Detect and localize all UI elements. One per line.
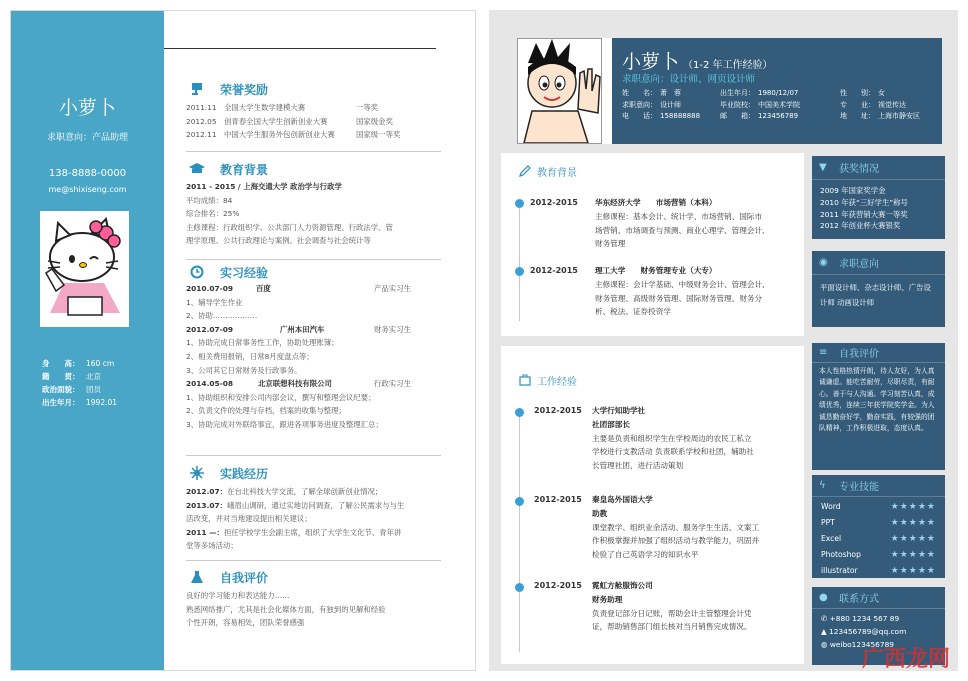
site-watermark: 广西龙网 (861, 647, 950, 672)
internship-line: 1、协助完成日常事务性工作，协助处理账簿； (186, 338, 339, 348)
internship-line: 1、协助组织和安排公司内部会议，撰写和整理会议纪要； (186, 392, 376, 402)
education-section (186, 159, 441, 248)
avatar-photo (40, 211, 129, 327)
resume-template-right (489, 10, 958, 671)
self-evaluation-text: 本人性格热情开朗，待人友好，为人真诚谦虚。能吃苦耐劳，尽职尽责，有耐心。善于与人沟通。学习刻苦认真，成绩优秀，连续三年获学院奖学金。为人诚恳勤奋好学，勤奋实践，有较强的团队精神，工作积极进取，态度认真。 (819, 367, 935, 433)
timeline-dot (515, 497, 524, 506)
self-line: 良好的学习能力和表达能力…… (186, 591, 290, 600)
education-line: 平均成绩：84 (186, 195, 233, 205)
candidate-name: 小萝卜 （1-2 年工作经验） (622, 51, 773, 73)
avatar-photo (517, 38, 602, 144)
candidate-name: 小萝卜 (58, 97, 116, 119)
info-row: 身 高： 160 cm (42, 359, 115, 368)
award-row: 2011.11 全国大学生数学建模大赛 一等奖 (186, 103, 379, 112)
practice-line: 2013.07：峨眉山调研，通过实地访问调查，了解公民需求与与生 (186, 500, 405, 510)
phone-icon: ✆ (821, 614, 830, 623)
rating-stars-icon: ★★★★★ (890, 566, 936, 576)
clock-icon (186, 265, 208, 279)
section-heading: 荣誉奖励 (186, 79, 441, 99)
astro-boy-avatar-icon (518, 39, 601, 143)
contact-weibo: ◍ weibo123456789 (821, 640, 894, 649)
person-icon: ● (819, 592, 828, 603)
rating-stars-icon: ★★★★★ (890, 550, 936, 560)
trophy-icon: ▼ (819, 162, 827, 173)
practice-line: 2011 —：担任学校学生会副主席，组织了大学生文化节、青年讲 (186, 527, 402, 537)
timeline-dot (515, 583, 524, 592)
lightning-icon: ϟ (819, 480, 826, 491)
work-experience-card: 工作经验 2012-2015 大学行知助学社 社团部部长 主要是负责和组织学生在学校周边的农民工私立 学校进行支教活动 负责联系学校和社团，辅助社 长管理社团，进行活动策划 2012-2015 秦皇岛外国语大学 助教 课堂教学、组织业余活动、服务学生生活、文案工 作积极掌握并加强了组织活动与教学能力，巩固并 检验了自己英语学习的知识水平 2012-2015 霓虹方舱服饰公司 财务助理 负责登记部分日记账，帮助会计主管整理会计凭 证，帮助销售部门组长核对当月销售完成情况。 (501, 346, 804, 664)
card-heading: ≡ 自我评价 (812, 343, 945, 363)
section-heading: 实习经验 (186, 262, 441, 282)
rating-stars-icon: ★★★★★ (890, 502, 936, 512)
weibo-icon: ◍ (821, 640, 830, 649)
lightbulb-icon: ◉ (819, 257, 828, 268)
info-row: 政治面貌： 团员 (42, 385, 101, 394)
card-heading: ● 联系方式 (812, 587, 945, 609)
details-grid (622, 88, 920, 123)
personal-info-list (42, 357, 117, 409)
internship-head: 2012.07-09 广州本田汽车 财务实习生 (186, 324, 411, 334)
internship-line: 3、公司其它日常财务及行政事务。 (186, 365, 302, 375)
name-banner (612, 38, 942, 144)
skill-row: illustrator ★★★★★ (821, 563, 936, 579)
graduation-cap-icon (186, 162, 208, 176)
rating-stars-icon: ★★★★★ (890, 518, 936, 528)
honor-line: 2012 年创业杯大赛银奖 (820, 221, 901, 231)
info-row: 出生年月： 1992.01 (42, 398, 118, 407)
award-row: 2012.11 中国大学生服务外包创新创业大赛 国家级一等奖 (186, 130, 401, 140)
hello-kitty-avatar-icon (42, 213, 127, 325)
honor-line: 2009 年国家奖学金 (820, 186, 886, 195)
practice-section (186, 463, 441, 553)
card-heading: ◉ 求职意向 (812, 251, 945, 275)
practice-line: 活改变，并对当地建设提出相关建议； (186, 514, 312, 524)
phone-number: 138-8888-0000 (48, 168, 127, 179)
timeline-dot (515, 408, 524, 417)
self-line: 个性开朗，容易相处，团队荣誉感强 (186, 618, 305, 628)
rating-stars-icon: ★★★★★ (890, 534, 936, 544)
education-line: 综合排名：25% (186, 209, 240, 219)
award-icon (186, 82, 208, 96)
skill-row: PPT ★★★★★ (821, 515, 936, 531)
timeline-dot (515, 267, 524, 276)
honor-line: 2010 年获“三好学生”称号 (820, 197, 908, 207)
self-line: 熟悉网络推广，尤其是社会化媒体方面，有独到的见解和经验 (186, 604, 386, 614)
flask-icon (186, 570, 208, 584)
section-divider (186, 259, 441, 260)
section-divider (186, 151, 441, 152)
section-heading: 自我评价 (186, 567, 441, 587)
section-heading: 教育背景 (186, 159, 441, 179)
self-evaluation-card (812, 343, 945, 470)
education-line: 主修课程：行政组织学、公共部门人力资源管理、行政法学、管 (186, 222, 393, 232)
education-line: 理学原理、公共行政理论与案例、社会调查与社会统计等 (186, 236, 371, 246)
briefcase-icon (517, 374, 533, 386)
skill-row: Excel ★★★★★ (821, 531, 936, 547)
practice-line: 堂等多场活动； (186, 541, 238, 551)
internship-section (186, 262, 441, 432)
skills-card (812, 475, 945, 578)
contact-email: ▲ 123456789@qq.com (821, 627, 907, 636)
contact-phone: ✆ +880 1234 567 89 (821, 614, 900, 623)
job-intent: 求职意向：产品助理 (46, 133, 128, 143)
section-divider (186, 455, 441, 456)
resume-template-left (10, 10, 476, 671)
card-heading: 教育背景 (517, 163, 577, 179)
timeline-line (519, 203, 520, 321)
intention-text: 平面设计师、杂志设计师、广告设计师 动画设计师 (820, 283, 931, 307)
awards-section (186, 79, 441, 142)
card-heading: ϟ 专业技能 (812, 475, 945, 497)
skill-row: Word ★★★★★ (821, 499, 936, 515)
details-row: 求职意向： 设计师 毕业院校： 中国美术学院 专 业： 视觉传达 (622, 100, 906, 109)
intention-card (812, 251, 945, 327)
self-evaluation-section (186, 567, 441, 630)
award-row: 2012.05 创青春全国大学生创新创业大赛 国家级金奖 (186, 116, 393, 126)
internship-line: 3、协助完成对外联络事宜，跟进各项事务进度及整理汇总； (186, 419, 383, 429)
timeline-line (519, 412, 520, 652)
list-icon: ≡ (819, 347, 828, 358)
education-head: 2011 - 2015 / 上海交通大学 政治学与行政学 (186, 182, 342, 191)
education-card: 教育背景 2012-2015 华东经济大学 市场营销（本科） 主修课程：基本会计、统计学、市场营销、国际市 场营销、市场调查与预测、商业心理学、管理会计、 财务管理 2012-2015 理工大学 财务管理专业（大专） 主修课程：会计学基础、中级财务会计、管理会计、 财务管理、高级财务管理、国际财务管理、财务分 析、税法、证券投资学 (501, 153, 804, 336)
skill-row: Photoshop ★★★★★ (821, 547, 936, 563)
practice-line: 2012.07：在台北科技大学交流，了解全球创新创业情况； (186, 487, 383, 496)
card-heading: ▼ 获奖情况 (812, 156, 945, 180)
mail-icon: ▲ (821, 627, 830, 636)
job-intent: 求职意向：设计师、网页设计师 (622, 74, 756, 85)
internship-head: 2010.07-09 百度 产品实习生 (186, 284, 411, 293)
details-row: 姓 名： 萧 蓉 出生年月： 1980/12/07 性 别： 女 (622, 89, 885, 97)
internship-line: 2、相关费用报销，日常8月度盘点等； (186, 351, 314, 361)
section-heading: 实践经历 (186, 463, 441, 483)
honor-line: 2011 年获营销大赛一等奖 (820, 209, 908, 219)
card-heading: 工作经验 (517, 372, 577, 388)
internship-line: 1、辅导学生作业 (186, 297, 243, 307)
section-divider (186, 560, 441, 561)
top-divider (164, 48, 436, 49)
sidebar-profile (11, 11, 164, 670)
sparkle-icon (186, 466, 208, 480)
timeline-dot (515, 199, 524, 208)
internship-line: 2、协助……………… (186, 311, 258, 321)
honors-card (812, 156, 945, 239)
email-address: me@shixiseng.com (48, 185, 127, 194)
internship-line: 2、负责文件的处理与存档，档案的收集与整理； (186, 406, 346, 416)
pen-icon (517, 165, 533, 177)
details-row: 电 话： 158888888 邮 箱： 123456789 地 址： 上海市静安区 (622, 112, 920, 120)
profile-header (517, 38, 942, 144)
info-row: 籍 贯： 北京 (42, 372, 101, 381)
internship-head: 2014.05-08 北京联想科技有限公司 行政实习生 (186, 379, 411, 389)
